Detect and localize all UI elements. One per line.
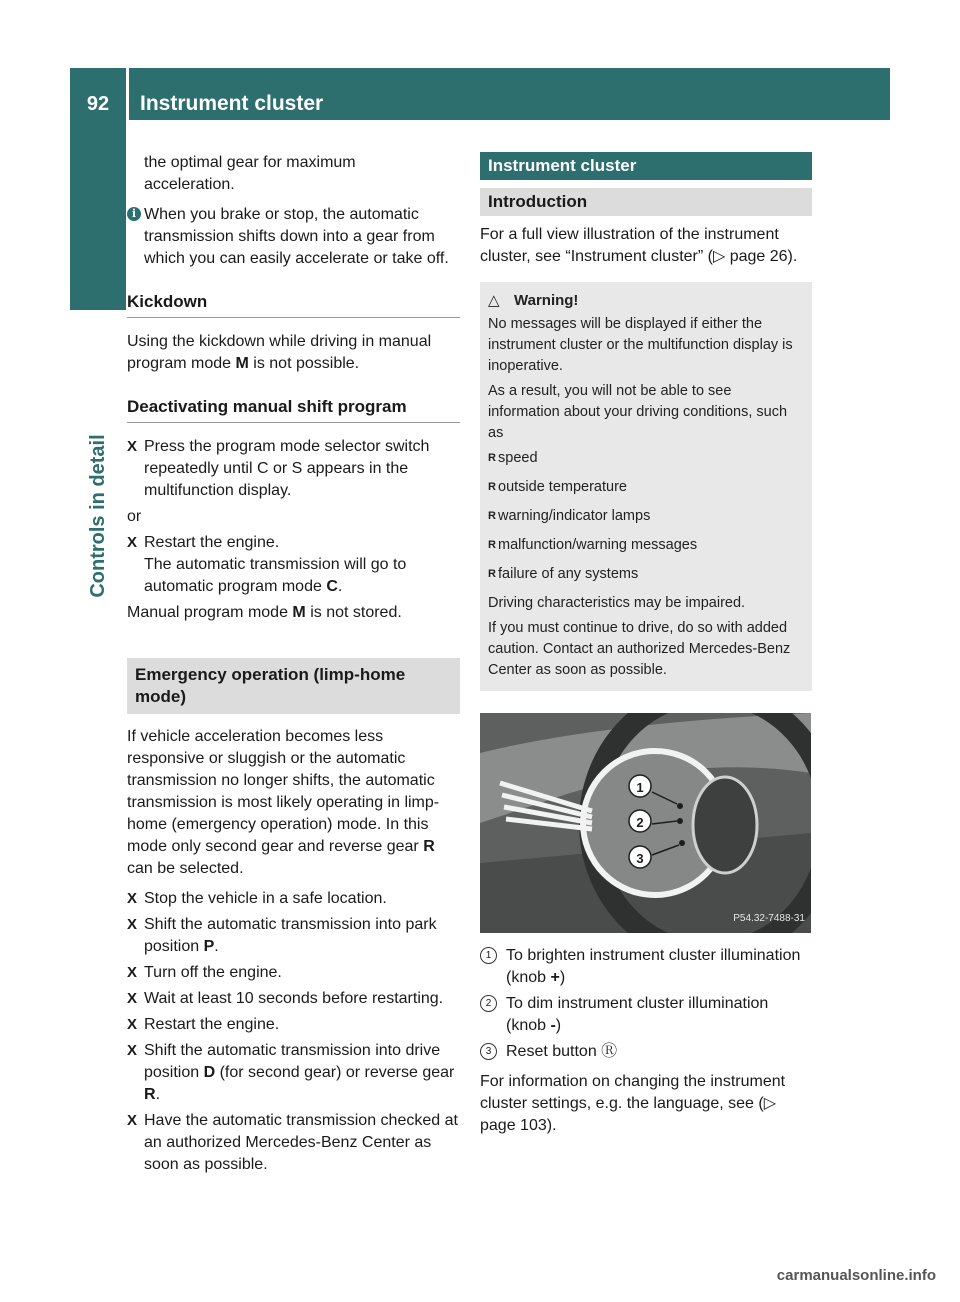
side-tab-label-wrap	[87, 434, 109, 598]
warning-triangle-icon: △	[488, 292, 500, 309]
bullet-icon: R	[488, 539, 496, 551]
warning-bullet	[488, 477, 804, 498]
legend-end: )	[555, 1017, 562, 1034]
watermark: carmanualsonline.info	[776, 1267, 936, 1284]
emergency-step-text: Wait at least 10 seconds before restarting.	[144, 990, 444, 1007]
deactivating-heading: Deactivating manual shift program	[127, 395, 460, 423]
warning-p1: No messages will be displayed if either the instrument cluster or the multifunction display is inoperative.	[488, 316, 793, 374]
intro-line-1: the optimal gear for maximum	[144, 154, 356, 171]
deactivate-step-2-line2c: .	[337, 578, 343, 595]
emergency-step-end: .	[214, 938, 219, 955]
step-arrow-icon: X	[127, 916, 138, 933]
legend-text: To brighten instrument cluster illumination (knob	[506, 947, 801, 986]
emergency-heading: Emergency operation (limp-home mode)	[127, 658, 460, 714]
legend-number: 1	[480, 947, 497, 964]
step-arrow-icon: X	[127, 1016, 138, 1033]
intro-line-2: acceleration.	[144, 176, 235, 193]
figure-code: P54.32-7488-31	[733, 913, 805, 924]
warning-bullet	[488, 564, 804, 585]
deactivate-step-2	[127, 532, 460, 598]
introduction-heading: Introduction	[480, 188, 812, 216]
emergency-body-a: If vehicle acceleration becomes less responsive or sluggish or the automatic transmission no longer shifts, the automatic transmission is most likely operating in limp-home (emergency operation) mode. In this mode only second gear and reverse gear	[127, 728, 440, 855]
side-tab	[70, 120, 126, 310]
kickdown-text-b: M	[235, 355, 249, 372]
emergency-step-mid: (for second gear) or reverse gear	[215, 1064, 455, 1081]
emergency-step-text: Shift the automatic transmission into drive position	[144, 1042, 441, 1081]
warning-box	[480, 282, 812, 691]
step-arrow-icon: X	[127, 1112, 138, 1129]
emergency-step-end: .	[155, 1086, 161, 1103]
figure-callout-3: 3	[636, 851, 644, 866]
emergency-step	[127, 962, 460, 984]
warning-title-text: Warning!	[514, 292, 579, 309]
warning-bullet	[488, 506, 804, 527]
legend-end: )	[559, 969, 566, 986]
figure-callout-2: 2	[636, 815, 644, 830]
legend-item-3	[480, 1041, 812, 1063]
emergency-step	[127, 914, 460, 958]
warning-bullet	[488, 535, 804, 556]
warning-bullet-text: warning/indicator lamps	[498, 508, 651, 524]
legend-number: 2	[480, 995, 497, 1012]
kickdown-text	[127, 331, 460, 375]
deactivate-step-1	[127, 436, 460, 502]
legend-bold: +	[550, 969, 560, 986]
emergency-step-text: Shift the automatic transmission into park position	[144, 916, 437, 955]
info-note	[127, 204, 460, 270]
emergency-body	[127, 726, 460, 880]
deactivate-step-2-line2b: C	[326, 578, 338, 595]
step-arrow-icon: X	[127, 1042, 138, 1059]
emergency-step	[127, 888, 460, 910]
warning-p3: Driving characteristics may be impaired.	[488, 595, 746, 611]
kickdown-text-c: is not possible.	[248, 355, 360, 372]
header-divider	[126, 68, 129, 120]
step-arrow-icon: X	[127, 890, 138, 907]
bullet-icon: R	[488, 510, 496, 522]
emergency-step-text: Stop the vehicle in a safe location.	[144, 890, 387, 907]
section-heading: Instrument cluster	[480, 152, 812, 180]
legend-item-1	[480, 945, 812, 989]
kickdown-heading: Kickdown	[127, 290, 460, 318]
warning-bullet	[488, 448, 804, 469]
reset-button-icon: Ⓡ	[601, 1043, 618, 1060]
warning-bullet-text: failure of any systems	[498, 566, 639, 582]
step-arrow-icon: X	[127, 534, 138, 551]
legend-bold: -	[550, 1017, 556, 1034]
info-note-text: When you brake or stop, the automatic transmission shifts down into a gear from which you can easily accelerate or take off.	[144, 206, 449, 267]
figure-callout-1: 1	[636, 780, 644, 795]
warning-bullet-text: speed	[498, 450, 538, 466]
step-arrow-icon: X	[127, 964, 138, 981]
outro-text: For information on changing the instrument cluster settings, e.g. the language, see (▷ page 103).	[480, 1073, 786, 1134]
emergency-step-text: Have the automatic transmission checked at an authorized Mercedes-Benz Center as soon as possible.	[144, 1112, 458, 1173]
info-icon: i	[127, 207, 141, 221]
bullet-icon: R	[488, 568, 496, 580]
emergency-step	[127, 1040, 460, 1106]
introduction-text: For a full view illustration of the instrument cluster, see “Instrument cluster” (▷ page 26).	[480, 226, 798, 265]
kickdown-text-a: Using the kickdown while driving in manual program mode	[127, 333, 432, 372]
right-column	[480, 152, 812, 1145]
emergency-step	[127, 1110, 460, 1176]
deactivate-step-1-text: Press the program mode selector switch repeatedly until C or S appears in the multifunction display.	[144, 438, 430, 499]
legend-item-2	[480, 993, 812, 1037]
warning-title	[488, 290, 804, 311]
bullet-icon: R	[488, 481, 496, 493]
bullet-icon: R	[488, 452, 496, 464]
page-title: Instrument cluster	[140, 92, 324, 115]
emergency-step-bold-2: R	[144, 1086, 156, 1103]
warning-bullet-text: malfunction/warning messages	[498, 537, 698, 553]
step-arrow-icon: X	[127, 438, 138, 455]
emergency-step-bold: P	[203, 938, 215, 955]
legend-text: Reset button	[506, 1043, 602, 1060]
deactivate-step-2-line1: Restart the engine.	[144, 534, 280, 551]
side-tab-label: Controls in detail	[87, 434, 109, 598]
or-text: or	[127, 508, 142, 525]
page-number: 92	[86, 93, 110, 115]
emergency-step-bold: D	[203, 1064, 216, 1081]
left-column	[127, 152, 460, 1180]
emergency-body-c: can be selected.	[127, 860, 244, 877]
legend-text: To dim instrument cluster illumination (knob	[506, 995, 769, 1034]
emergency-step-text: Restart the engine.	[144, 1016, 280, 1033]
deactivate-step-2-line2a: The automatic transmission will go to automatic program mode	[144, 556, 407, 595]
emergency-step	[127, 1014, 460, 1036]
warning-p4: If you must continue to drive, do so with added caution. Contact an authorized Mercedes-Benz Center as soon as possible.	[488, 620, 791, 678]
warning-p2: As a result, you will not be able to see information about your driving conditions, such as	[488, 383, 788, 441]
emergency-body-b: R	[423, 838, 435, 855]
emergency-step-text: Turn off the engine.	[144, 964, 282, 981]
warning-bullet-text: outside temperature	[498, 479, 627, 495]
deactivate-note-b: M	[292, 604, 306, 621]
instrument-cluster-figure	[480, 713, 811, 933]
legend-number: 3	[480, 1043, 497, 1060]
step-arrow-icon: X	[127, 990, 138, 1007]
emergency-step	[127, 988, 460, 1010]
deactivate-note-c: is not stored.	[305, 604, 402, 621]
intro-text	[127, 152, 460, 196]
deactivate-note-a: Manual program mode	[127, 604, 293, 621]
deactivate-note	[127, 602, 460, 624]
